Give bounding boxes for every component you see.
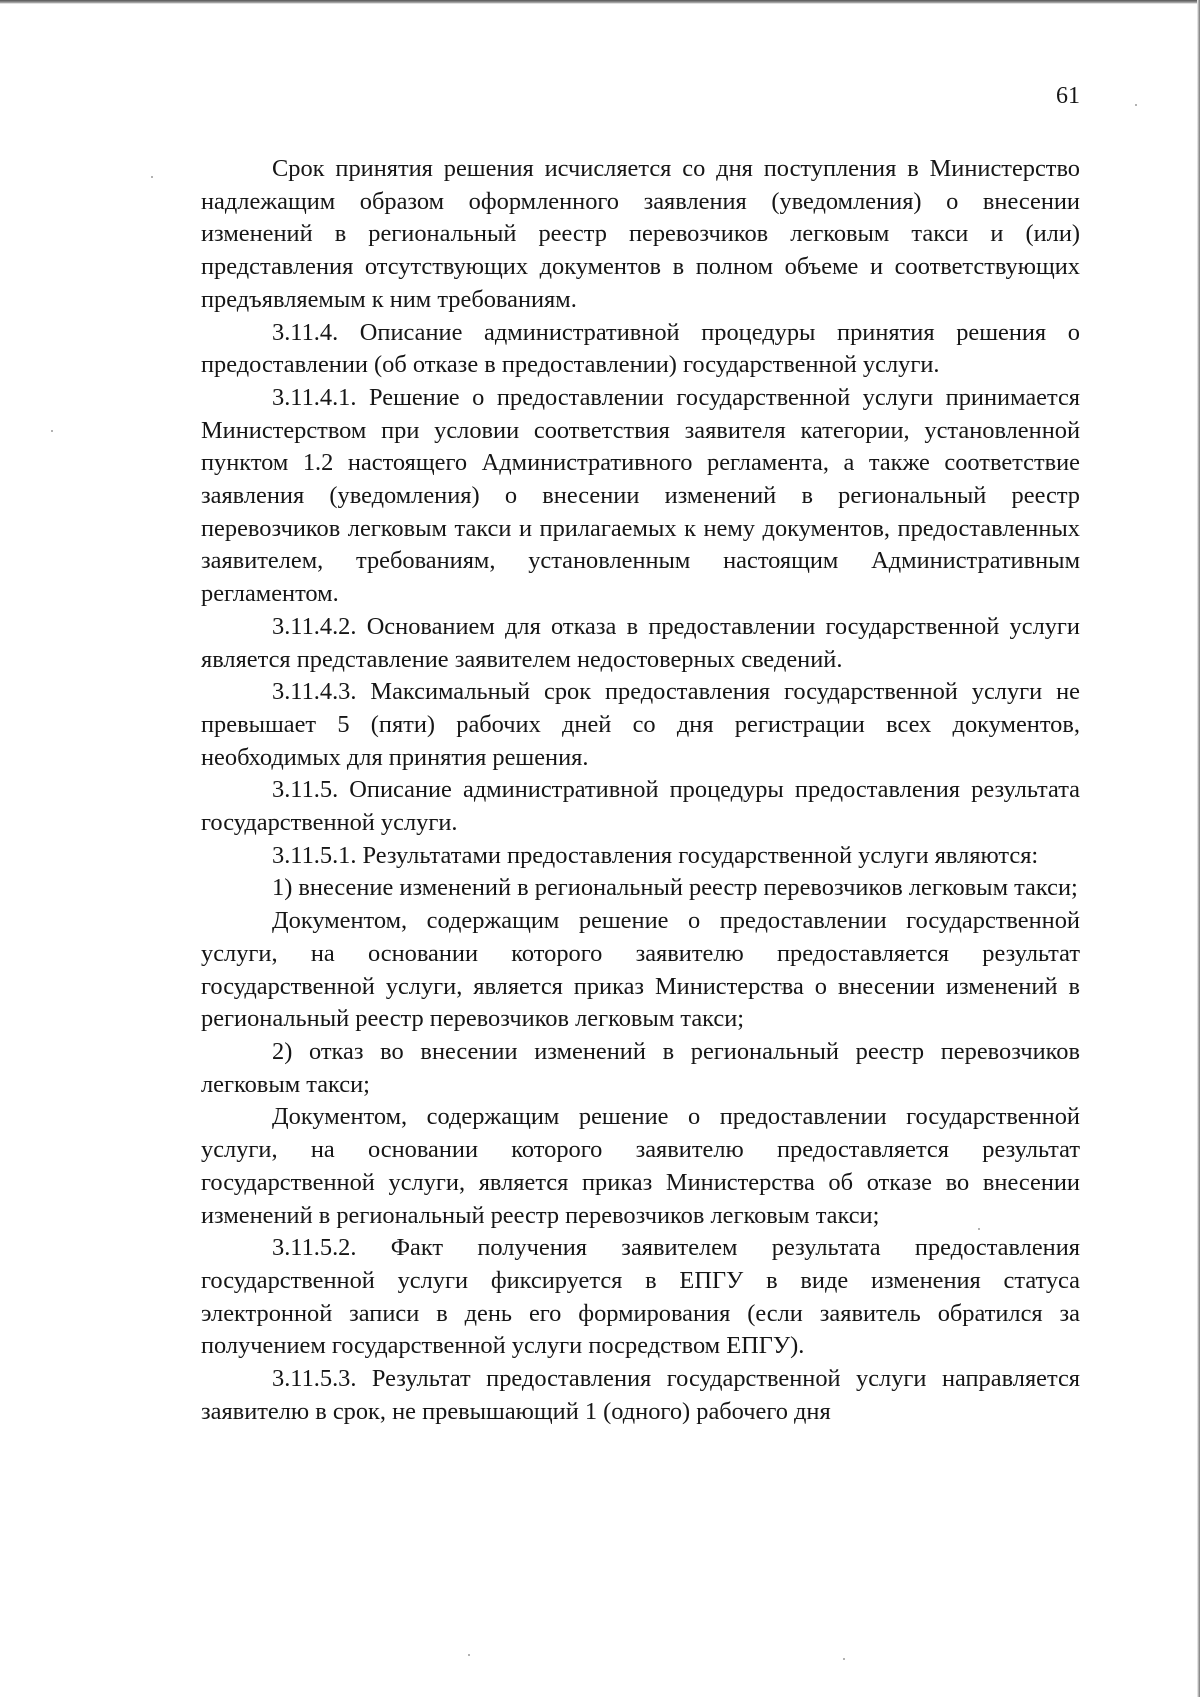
scan-speck: [1135, 104, 1137, 106]
paragraph-3-11-4: 3.11.4. Описание административной процедуры принятия решения о предоставлении (об отказе в предоставлении) государственной услуги.: [201, 318, 1080, 379]
scan-speck: [151, 176, 153, 178]
paragraph-document-order-2: Документом, содержащим решение о предоставлении государственной услуги, на основании которого заявителю предоставляется результат государственной услуги, является приказ Министерства об отказе во внесении изменений в региональный реестр перевозчиков легковым такси;: [201, 1103, 1080, 1229]
document-body: [201, 153, 1080, 1428]
scan-top-edge: [0, 0, 1200, 4]
page-number: 61: [1056, 83, 1080, 109]
paragraph-3-11-5: 3.11.5. Описание административной процедуры предоставления результата государственной услуги.: [201, 776, 1080, 837]
paragraph-3-11-5-2: 3.11.5.2. Факт получения заявителем результата предоставления государственной услуги фиксируется в ЕПГУ в виде изменения статуса электронной записи в день его формирования (если заявитель обратился за получением государственной услуги посредством ЕПГУ).: [201, 1234, 1080, 1360]
paragraph-3-11-4-1: 3.11.4.1. Решение о предоставлении государственной услуги принимается Министерством при условии соответствия заявителя категории, установленной пунктом 1.2 настоящего Административного регламента, а также соответствие заявления (уведомления) о внесении изменений в региональный реестр перевозчиков легковым такси и прилагаемых к нему документов, предоставленных заявителем, требованиям, установленным настоящим Административным регламентом.: [201, 383, 1080, 608]
paragraph-3-11-4-3: 3.11.4.3. Максимальный срок предоставления государственной услуги не превышает 5 (пяти) рабочих дней со дня регистрации всех документов, необходимых для принятия решения.: [201, 678, 1080, 771]
scan-speck: [843, 1658, 845, 1660]
paragraph-document-order-1: Документом, содержащим решение о предоставлении государственной услуги, на основании которого заявителю предоставляется результат государственной услуги, является приказ Министерства о внесении изменений в региональный реестр перевозчиков легковым такси;: [201, 907, 1080, 1033]
paragraph-3-11-4-2: 3.11.4.2. Основанием для отказа в предоставлении государственной услуги является представление заявителем недостоверных сведений.: [201, 612, 1080, 673]
list-item-1: 1) внесение изменений в региональный реестр перевозчиков легковым такси;: [272, 874, 1078, 902]
paragraph-deadline-start: Срок принятия решения исчисляется со дня поступления в Министерство надлежащим образом оформленного заявления (уведомления) о внесении изменений в региональный реестр перевозчиков легковым такси и (или) представления отсутствующих документов в полном объеме и соответствующих предъявляемым к ним требованиям.: [201, 155, 1080, 313]
list-item-2: 2) отказ во внесении изменений в региональный реестр перевозчиков легковым такси;: [201, 1037, 1080, 1098]
scan-speck: [51, 430, 53, 432]
paragraph-3-11-5-3: 3.11.5.3. Результат предоставления государственной услуги направляется заявителю в срок, не превышающий 1 (одного) рабочего дня: [201, 1365, 1080, 1425]
paragraph-3-11-5-1: 3.11.5.1. Результатами предоставления государственной услуги являются:: [272, 841, 1039, 869]
scan-speck: [468, 1654, 470, 1656]
